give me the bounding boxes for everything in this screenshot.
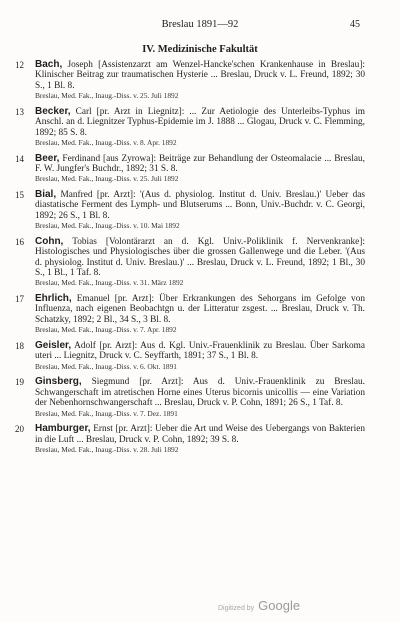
- watermark-prefix: Digitized by: [218, 605, 255, 612]
- entry-dissertation-note: Breslau, Med. Fak., Inaug.-Diss. v. 28. Juli 1892: [35, 444, 179, 454]
- entry-author: Ginsberg,: [35, 376, 82, 388]
- bibliography-entry: [0, 341, 400, 371]
- entry-dissertation-note: Breslau, Med. Fak., Inaug.-Diss. v. 7. Apr. 1892: [35, 325, 177, 335]
- entry-text: Emanuel [pr. Arzt]: Über Erkrankungen des Sehorgans im Gefolge von Influenza, nach eigenen Beobachtgn u. der Litteratur zsgest. ... Breslau, Druck v. Th. Schatzky, 1892; 2 Bl., 34 S., 3 Bl. 8.: [35, 294, 365, 325]
- entry-author: Cohn,: [35, 235, 64, 247]
- bibliography-entry: [0, 294, 400, 335]
- entry-dissertation-note: Breslau, Med. Fak., Inaug.-Diss. v. 25. Juli 1892: [35, 174, 179, 184]
- entry-citation: [35, 237, 365, 279]
- running-header: [0, 19, 400, 33]
- bibliography-entry: [0, 237, 400, 288]
- bibliography-entry: [0, 154, 400, 184]
- entry-citation: [35, 107, 365, 138]
- entry-author: Becker,: [35, 105, 71, 117]
- entry-number: 12: [15, 60, 24, 70]
- entry-citation: [35, 154, 365, 175]
- entry-text: Carl [pr. Arzt in Liegnitz]: ... Zur Aetiologie des Unterleibs-Typhus im Anschl. an d. Liegnitzer Typhus-Epidemie im J. 1888 ... Glogau, Druck v. C. Flemming, 1892; 85 S. 8.: [35, 106, 365, 138]
- entry-dissertation-note: Breslau, Med. Fak., Inaug.-Diss. v. 31. März 1892: [35, 278, 184, 288]
- entry-dissertation-note: Breslau, Med. Fak., Inaug.-Diss. v. 6. Okt. 1891: [35, 361, 177, 371]
- entry-text: Manfred [pr. Arzt]: '(Aus d. physiolog. Institut d. Univ. Breslau.)' Ueber das diastatische Ferment des Lymph- und Blutserums ... Bonn, Univ.-Buchdr. v. C. Georgi, 1892; 26 S., 1 Bl. 8.: [35, 190, 365, 221]
- entry-author: Geisler,: [35, 339, 72, 351]
- entry-text: Adolf [pr. Arzt]: Aus d. Kgl. Univ.-Frauenklinik zu Breslau. Über Sarkoma uteri ... Liegnitz, Druck v. C. Seyffarth, 1891; 37 S., 1 Bl. 8.: [35, 340, 365, 362]
- entry-number: 16: [15, 236, 24, 247]
- watermark: [218, 598, 300, 613]
- bibliography-entry: [0, 107, 400, 148]
- entry-author: Ehrlich,: [35, 293, 72, 305]
- entry-dissertation-note: Breslau, Med. Fak., Inaug.-Diss. v. 7. Dez. 1891: [35, 408, 178, 418]
- entry-author: Bach,: [35, 59, 63, 70]
- entry-citation: [35, 424, 365, 445]
- entry-dissertation-note: Breslau, Med. Fak., Inaug.-Diss. v. 10. Mai 1892: [35, 221, 180, 231]
- bibliography-entry: [0, 190, 400, 231]
- entry-dissertation-note: Breslau, Med. Fak., Inaug.-Diss. v. 8. Apr. 1892: [35, 138, 177, 148]
- page-number: 45: [350, 19, 360, 30]
- google-logo: Google: [258, 598, 301, 613]
- bibliography-entry: [0, 60, 400, 101]
- entry-citation: [35, 341, 365, 362]
- entry-number: 20: [15, 424, 24, 435]
- entry-author: Hamburger,: [35, 423, 91, 435]
- entry-citation: [35, 60, 365, 91]
- header-title: Breslau 1891—92: [161, 19, 239, 30]
- entry-number: 14: [15, 153, 24, 164]
- entry-citation: [35, 190, 365, 221]
- bibliography-entry: [0, 377, 400, 418]
- entry-number: 18: [15, 340, 24, 351]
- entry-text: Tobias [Volontärarzt an d. Kgl. Univ.-Poliklinik f. Nervenkranke]: Histologisches und Physiologisches über die grossen Gallenwege und die Leber. '(Aus d. physiolog. Institut d. Univ. Breslau.)' ... Breslau, Druck v. L. Freund, 1892; 1 Bl., 30 S., 1 Bl., 1 Taf. 8.: [35, 236, 365, 279]
- entry-number: 17: [15, 294, 24, 305]
- entry-text: Siegmund [pr. Arzt]: Aus d. Univ.-Frauenklinik zu Breslau. Schwangerschaft im atretischen Horne eines Uterus bicornis unicollis — eine Variation der Nebenhornschwangerschaft ... Breslau, Druck v. P. Cohn, 1891; 26 S., 1 Taf. 8.: [35, 377, 365, 409]
- bibliography-entry: [0, 424, 400, 454]
- entry-author: Bial,: [35, 189, 57, 201]
- entry-text: Ferdinand [aus Zyrowa]: Beiträge zur Behandlung der Osteomalacie ... Breslau, F. W. Jungfer's Buchdr., 1892; 31 S. 8.: [35, 153, 365, 175]
- entry-citation: [35, 377, 365, 408]
- entry-dissertation-note: Breslau, Med. Fak., Inaug.-Diss. v. 25. Juli 1892: [35, 91, 179, 101]
- entry-text: Ernst [pr. Arzt]: Ueber die Art und Weise des Uebergangs von Bakterien in die Luft ... Breslau, Druck v. P. Cohn, 1892; 39 S. 8.: [35, 424, 365, 445]
- entry-number: 15: [15, 190, 24, 201]
- entry-number: 19: [15, 377, 24, 388]
- entry-citation: [35, 294, 365, 325]
- entry-number: 13: [15, 106, 24, 117]
- entry-list: [0, 60, 400, 461]
- entry-author: Beer,: [35, 152, 60, 164]
- section-heading: IV. Medizinische Fakultät: [142, 44, 258, 55]
- entry-text: Joseph [Assistenzarzt am Wenzel-Hancke'schen Krankenhause in Breslau]: Klinischer Beitrag zur traumatischen Hysterie ... Breslau, Druck v. L. Freund, 1892; 30 S., 1 Bl. 8.: [35, 60, 365, 91]
